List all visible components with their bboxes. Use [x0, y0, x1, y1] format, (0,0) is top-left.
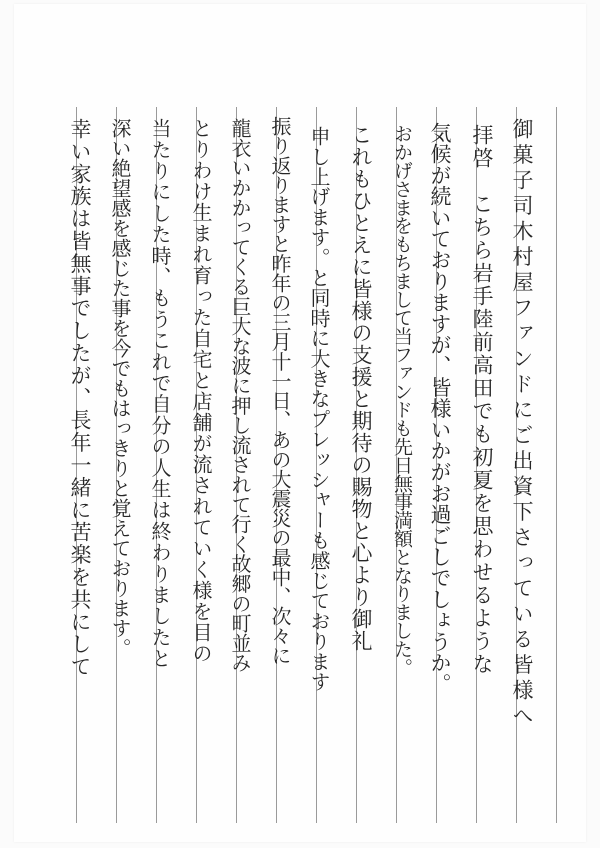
- letter-line: 拝啓 こちら岩手陸前高田でも初夏を思わせるような: [470, 124, 494, 676]
- letter-line: とりわけ生まれ育った自宅と店舗が流されていく様を目の: [189, 118, 213, 664]
- letter-title: 御菓子司木村屋ファンドにご出資下さっている皆様へ: [510, 118, 534, 730]
- letter-line: これもひとえに皆様の支援と期待の賜物と心より御礼: [349, 124, 373, 652]
- letter-line: 気候が続いておりますが、皆様いかがお過ごしでしょうか。: [428, 122, 452, 695]
- letter-line: 深い絶望感を感じた事を今でもはっきりと覚えております。: [108, 118, 132, 658]
- stationery-sheet: [14, 4, 586, 842]
- letter-line: 龍衣いかかってくる巨大な波に押し流されて行く故郷の町並み: [228, 118, 252, 673]
- letter-line: おかげさまをもちまして当ファンドも先日無事満額となりました。: [391, 124, 413, 677]
- letter-line: 当たりにした時、もうこれで自分の人生は終わりましたと: [148, 118, 172, 670]
- letter-line: 振り返りますと昨年の三月十一日、あの大震災の最中、次々に: [268, 116, 292, 665]
- letter-line: 申し上げます。と同時に大きなプレッシャーも感じております: [307, 126, 331, 692]
- letter-line: 幸い家族は皆無事でしたが、長年一緒に苦楽を共にして: [68, 118, 92, 678]
- rule-line: [556, 107, 557, 823]
